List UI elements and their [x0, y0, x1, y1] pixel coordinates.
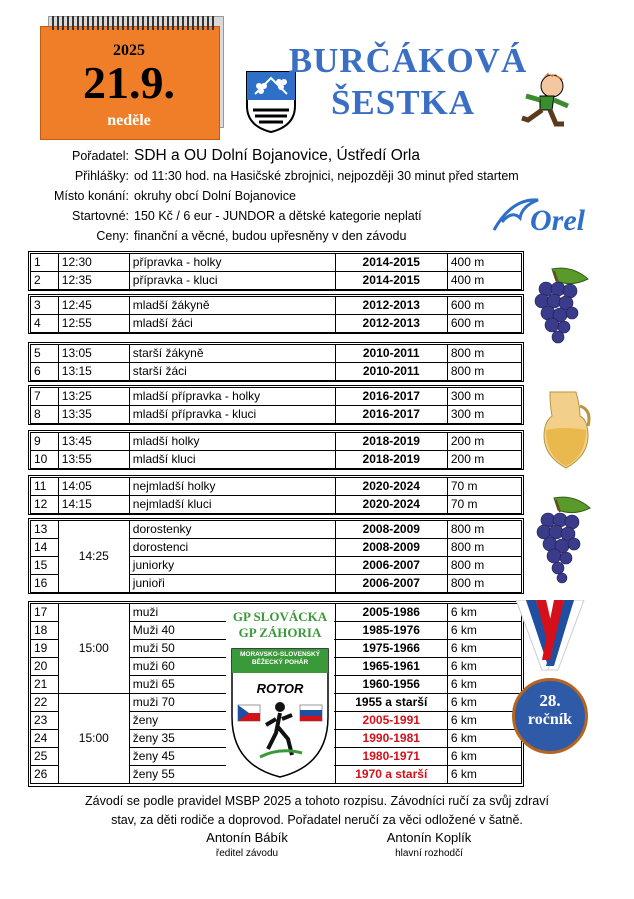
race-category: starší žákyně [129, 345, 335, 363]
race-distance: 800 m [447, 539, 521, 557]
event-title [268, 40, 548, 124]
info-row-registration [20, 166, 580, 186]
race-distance: 6 km [447, 622, 521, 640]
info-label: Startovné: [72, 209, 129, 223]
race-category: nejmladší holky [129, 478, 335, 496]
gp-title [226, 609, 334, 641]
race-category: starší žáci [129, 363, 335, 381]
race-distance: 6 km [447, 694, 521, 712]
race-category: ženy 35 [129, 730, 335, 748]
race-number: 20 [31, 658, 59, 676]
race-years: 2006-2007 [335, 557, 447, 575]
gp-logo [226, 605, 334, 783]
table-row [31, 451, 522, 469]
orel-logo-text: Orel [530, 204, 585, 237]
race-number: 25 [31, 748, 59, 766]
race-distance: 800 m [447, 557, 521, 575]
race-number: 23 [31, 712, 59, 730]
race-number: 18 [31, 622, 59, 640]
signature-name: Antonín Bábík [206, 830, 288, 845]
info-value: finanční a věcné, budou upřesněny v den závodu [134, 229, 407, 243]
race-distance: 6 km [447, 766, 521, 784]
info-value: od 11:30 hod. na Hasičské zbrojnici, nejpozději 30 minut před startem [134, 169, 519, 183]
race-number: 4 [31, 315, 59, 333]
race-time: 15:00 [58, 694, 129, 784]
race-number: 10 [31, 451, 59, 469]
race-years: 2014-2015 [335, 272, 447, 290]
race-category: mladší přípravka - holky [129, 388, 335, 406]
race-years: 2018-2019 [335, 433, 447, 451]
race-number: 2 [31, 272, 59, 290]
race-years: 1960-1956 [335, 676, 447, 694]
race-category: ženy 55 [129, 766, 335, 784]
race-time: 13:25 [58, 388, 129, 406]
race-time: 12:30 [58, 254, 129, 272]
race-distance: 70 m [447, 496, 521, 514]
race-number: 24 [31, 730, 59, 748]
race-years: 2012-2013 [335, 297, 447, 315]
race-years: 2014-2015 [335, 254, 447, 272]
table-row [31, 478, 522, 496]
race-number: 3 [31, 297, 59, 315]
race-years: 1965-1961 [335, 658, 447, 676]
race-group-5 [30, 432, 522, 469]
race-category: mladší přípravka - kluci [129, 406, 335, 424]
table-row [31, 345, 522, 363]
race-number: 19 [31, 640, 59, 658]
race-group-7 [30, 520, 522, 593]
race-number: 13 [31, 521, 59, 539]
footer-line-2: stav, za děti rodiče a doprovod. Pořadatel neručí za věci odložené v šatně. [111, 813, 523, 827]
race-number: 9 [31, 433, 59, 451]
running-boy-icon [512, 72, 576, 130]
race-years: 2012-2013 [335, 315, 447, 333]
table-row [31, 363, 522, 381]
gp-brand: ROTOR [256, 681, 304, 696]
medal-ribbon-icon [512, 600, 588, 686]
race-number: 22 [31, 694, 59, 712]
info-label: Pořadatel: [72, 149, 129, 163]
race-number: 1 [31, 254, 59, 272]
table-row [31, 272, 522, 290]
table-row [31, 406, 522, 424]
race-category: muži 50 [129, 640, 335, 658]
orel-logo [492, 196, 602, 240]
race-years: 2005-1986 [335, 604, 447, 622]
table-row [31, 433, 522, 451]
race-years: 2006-2007 [335, 575, 447, 593]
table-row [31, 297, 522, 315]
race-time: 13:45 [58, 433, 129, 451]
race-category: mladší kluci [129, 451, 335, 469]
race-group-3 [30, 344, 522, 381]
footer-line-1: Závodí se podle pravidel MSBP 2025 a tohoto rozpisu. Závodníci ručí za svůj zdraví [85, 794, 549, 808]
race-distance: 6 km [447, 604, 521, 622]
race-time: 12:55 [58, 315, 129, 333]
grapes-icon [534, 494, 594, 588]
race-years: 1985-1976 [335, 622, 447, 640]
race-years: 2016-2017 [335, 388, 447, 406]
calendar-year: 2025 [113, 42, 145, 59]
race-time: 15:00 [58, 604, 129, 694]
race-category: ženy [129, 712, 335, 730]
calendar-day: neděle [107, 112, 151, 129]
title-line-1: BURČÁKOVÁ [288, 41, 528, 80]
race-category: přípravka - holky [129, 254, 335, 272]
grapes-icon [532, 265, 592, 349]
signature-director [182, 830, 312, 859]
table-row [31, 254, 522, 272]
race-distance: 70 m [447, 478, 521, 496]
race-distance: 6 km [447, 748, 521, 766]
signature-role: hlavní rozhodčí [395, 848, 463, 859]
race-years: 2005-1991 [335, 712, 447, 730]
race-number: 8 [31, 406, 59, 424]
info-value: 150 Kč / 6 eur - JUNDOR a dětské kategorie neplatí [134, 209, 422, 223]
signature-name: Antonín Koplík [386, 830, 472, 845]
race-group-2 [30, 296, 522, 333]
info-value: SDH a OU Dolní Bojanovice, Ústředí Orla [134, 147, 420, 164]
race-category: juniorky [129, 557, 335, 575]
race-time: 12:45 [58, 297, 129, 315]
race-time: 12:35 [58, 272, 129, 290]
race-distance: 800 m [447, 345, 521, 363]
table-row [31, 496, 522, 514]
table-row [31, 388, 522, 406]
race-years: 2020-2024 [335, 496, 447, 514]
table-row [31, 315, 522, 333]
calendar-rings [52, 16, 220, 30]
race-number: 16 [31, 575, 59, 593]
race-category: muži 65 [129, 676, 335, 694]
race-category: mladší holky [129, 433, 335, 451]
race-category: dorostenci [129, 539, 335, 557]
race-number: 12 [31, 496, 59, 514]
edition-medal [512, 678, 588, 754]
signature-role: ředitel závodu [215, 848, 279, 859]
race-category: muži 60 [129, 658, 335, 676]
race-distance: 6 km [447, 676, 521, 694]
race-number: 15 [31, 557, 59, 575]
race-category: muži 70 [129, 694, 335, 712]
edition-number: 28. [539, 691, 561, 710]
race-category: muži [129, 604, 335, 622]
race-distance: 800 m [447, 363, 521, 381]
race-years: 2010-2011 [335, 345, 447, 363]
race-years: 2020-2024 [335, 478, 447, 496]
race-time: 14:05 [58, 478, 129, 496]
race-distance: 200 m [447, 433, 521, 451]
race-time: 14:25 [58, 521, 129, 593]
race-distance: 400 m [447, 254, 521, 272]
race-category: dorostenky [129, 521, 335, 539]
race-group-6 [30, 477, 522, 514]
race-years: 2018-2019 [335, 451, 447, 469]
race-distance: 300 m [447, 406, 521, 424]
race-years: 2010-2011 [335, 363, 447, 381]
race-distance: 600 m [447, 315, 521, 333]
race-number: 17 [31, 604, 59, 622]
race-category: nejmladší kluci [129, 496, 335, 514]
race-category: Muži 40 [129, 622, 335, 640]
info-label: Místo konání: [53, 189, 129, 203]
race-years: 2008-2009 [335, 521, 447, 539]
race-distance: 600 m [447, 297, 521, 315]
race-distance: 400 m [447, 272, 521, 290]
race-category: junioři [129, 575, 335, 593]
race-number: 21 [31, 676, 59, 694]
race-years: 1990-1981 [335, 730, 447, 748]
info-row-organizer [20, 146, 580, 166]
info-value: okruhy obcí Dolní Bojanovice [134, 189, 296, 203]
race-distance: 6 km [447, 712, 521, 730]
date-calendar [40, 16, 224, 134]
edition-label: ročník [527, 711, 573, 728]
race-number: 7 [31, 388, 59, 406]
race-time: 14:15 [58, 496, 129, 514]
race-distance: 6 km [447, 640, 521, 658]
table-row [31, 521, 522, 539]
signature-referee [364, 830, 494, 859]
calendar-date: 21.9. [83, 57, 175, 108]
race-time: 13:55 [58, 451, 129, 469]
race-category: mladší žákyně [129, 297, 335, 315]
race-years: 2008-2009 [335, 539, 447, 557]
race-distance: 300 m [447, 388, 521, 406]
race-years: 2016-2017 [335, 406, 447, 424]
race-time: 13:35 [58, 406, 129, 424]
gp-band: MORAVSKO-SLOVENSKÝ BĚŽECKÝ POHÁR [239, 651, 321, 666]
race-distance: 200 m [447, 451, 521, 469]
race-distance: 6 km [447, 658, 521, 676]
race-group-4 [30, 387, 522, 424]
info-label: Ceny: [96, 229, 129, 243]
gp-line-2: GP ZÁHORIA [238, 625, 322, 640]
race-number: 14 [31, 539, 59, 557]
race-number: 5 [31, 345, 59, 363]
race-years: 1975-1966 [335, 640, 447, 658]
race-number: 6 [31, 363, 59, 381]
race-number: 26 [31, 766, 59, 784]
gp-line-1: GP SLOVÁCKA [232, 609, 328, 624]
race-group-1 [30, 253, 522, 290]
race-distance: 6 km [447, 730, 521, 748]
race-category: mladší žáci [129, 315, 335, 333]
info-label: Přihlášky: [74, 169, 129, 183]
title-line-2: ŠESTKA [330, 83, 476, 122]
burcak-jug-icon [540, 386, 592, 472]
race-years: 1970 a starší [335, 766, 447, 784]
race-category: ženy 45 [129, 748, 335, 766]
race-category: přípravka - kluci [129, 272, 335, 290]
race-years: 1955 a starší [335, 694, 447, 712]
race-years: 1980-1971 [335, 748, 447, 766]
race-distance: 800 m [447, 521, 521, 539]
footer-note [24, 792, 610, 830]
race-time: 13:05 [58, 345, 129, 363]
race-distance: 800 m [447, 575, 521, 593]
race-time: 13:15 [58, 363, 129, 381]
race-number: 11 [31, 478, 59, 496]
